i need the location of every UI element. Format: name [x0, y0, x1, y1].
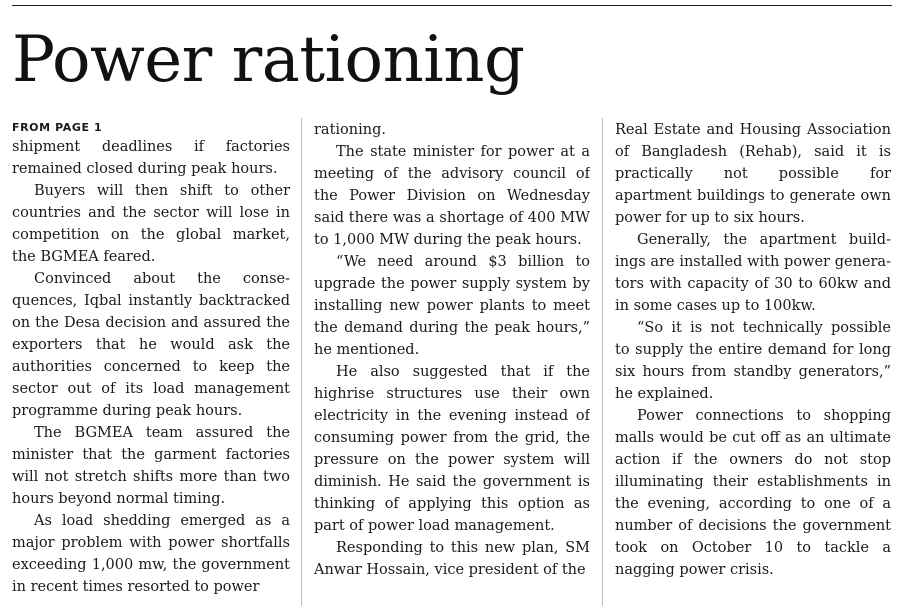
- paragraph: The BGMEA team assured the minister that the garment factories will not stretch shifts more than two hours beyond normal timing.: [12, 425, 290, 507]
- paragraph: Power connections to shopping malls would be cut off as an ultimate action if the owners do not stop illuminating their establishments in the evening, according to one of a number of decisions the government took on October 10 to tackle a nagging power crisis.: [615, 408, 891, 578]
- paragraph: As load shedding emerged as a major problem with power shortfalls exceeding 1,000 mw, the government in recent times resorted to power: [12, 513, 290, 595]
- paragraph: “We need around $3 billion to upgrade the power supply system by installing new power plants to meet the demand during the peak hours,” he mentioned.: [314, 254, 590, 358]
- top-rule: [12, 5, 892, 6]
- continuation-kicker: FROM PAGE 1: [12, 121, 103, 134]
- paragraph: Buyers will then shift to other countries and the sector will lose in competition on the global market, the BGMEA feared.: [12, 183, 290, 265]
- column-divider: [301, 118, 302, 606]
- paragraph: rationing.: [314, 122, 386, 138]
- paragraph: “So it is not technically possible to supply the entire demand for long six hours from standby generators,” he explained.: [615, 320, 891, 402]
- paragraph: The state minister for power at a meeting of the advisory council of the Power Division on Wednesday said there was a shortage of 400 MW to 1,000 MW during the peak hours.: [314, 144, 590, 248]
- paragraph: Responding to this new plan, SM Anwar Hossain, vice president of the: [314, 540, 590, 578]
- headline: Power rationing: [12, 23, 525, 97]
- paragraph: Real Estate and Housing Association of Bangladesh (Rehab), said it is practically not possible for apartment buildings to generate own power for up to six hours.: [615, 122, 891, 226]
- article-column-2: [314, 119, 590, 606]
- paragraph: Generally, the apartment buildings are installed with power generators with capacity of 30 to 60kw and in some cases up to 100kw.: [615, 232, 891, 314]
- article-column-3: [615, 119, 891, 606]
- column-divider: [602, 118, 603, 606]
- paragraph: He also suggested that if the highrise structures use their own electricity in the evening instead of consuming power from the grid, the pressure on the power system will diminish. He said the government is thinking of applying this option as part of power load management.: [314, 364, 590, 534]
- article-column-1: [12, 119, 290, 606]
- paragraph: Convinced about the consequences, Iqbal instantly backtracked on the Desa decision and assured the exporters that he would ask the authorities concerned to keep the sector out of its load management programme during peak hours.: [12, 271, 290, 419]
- paragraph: shipment deadlines if factories remained closed during peak hours.: [12, 139, 290, 177]
